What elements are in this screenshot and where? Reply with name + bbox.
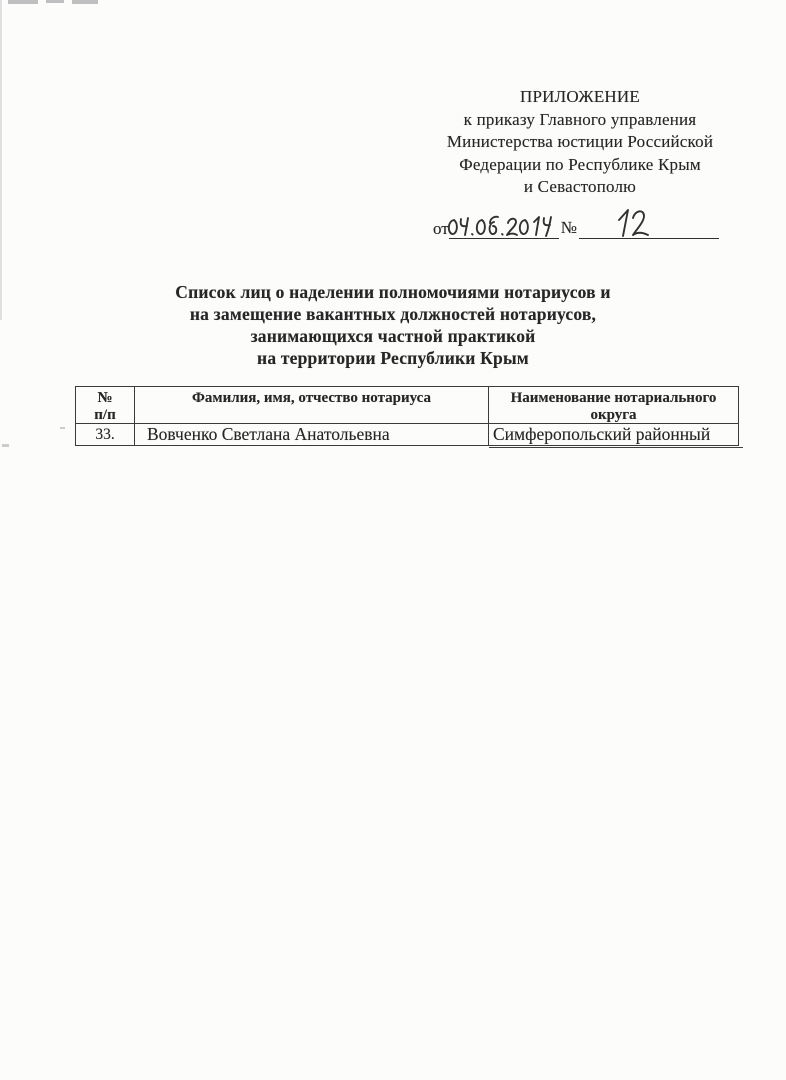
- title-line: на замещение вакантных должностей нотариусов,: [189, 304, 597, 324]
- header-line: Министерства юстиции Российской: [446, 132, 714, 151]
- scan-artifact: [72, 0, 98, 4]
- title-line: на территории Республики Крым: [257, 348, 529, 368]
- date-blank-underline: [449, 213, 559, 239]
- header-line: Федерации по Республике Крым: [459, 154, 701, 174]
- column-header-name-text: Фамилия, имя, отчество нотариуса: [192, 390, 431, 406]
- header-line: ПРИЛОЖЕНИЕ: [520, 87, 640, 106]
- title-line: занимающихся частной практикой: [250, 326, 536, 346]
- row-name-cell: Вовченко Светлана Анатольевна: [135, 424, 489, 446]
- scan-speck: [2, 444, 9, 447]
- scan-speck: [60, 427, 65, 429]
- document-title: [0, 281, 786, 369]
- scan-artifact: [46, 0, 64, 3]
- column-header-district: [489, 387, 739, 424]
- appendix-header: [420, 86, 740, 199]
- handwritten-date: [444, 210, 560, 242]
- scan-artifact: [8, 0, 38, 4]
- column-header-district-line2: округа: [590, 406, 637, 423]
- header-line: к приказу Главного управления: [463, 109, 697, 129]
- column-header-name: [135, 387, 489, 424]
- row-district-cell: Симферопольский районный: [489, 424, 739, 446]
- table-header-row: [76, 387, 739, 424]
- column-header-number-line1: №: [97, 390, 113, 406]
- row-number-cell: 33.: [76, 424, 135, 446]
- number-sign-label: №: [560, 218, 577, 237]
- header-line: и Севастополю: [523, 177, 637, 196]
- column-header-number-line2: п/п: [94, 406, 116, 423]
- handwritten-order-number: [609, 204, 659, 240]
- number-blank-underline: [579, 213, 719, 239]
- notaries-table: [75, 386, 739, 446]
- scan-double-border-artifact: [489, 447, 743, 448]
- column-header-number: [76, 387, 135, 424]
- scan-edge-line: [0, 0, 2, 320]
- order-number-line: [433, 212, 719, 239]
- table-row: [76, 424, 739, 446]
- column-header-district-line1: Наименование нотариального: [510, 390, 717, 406]
- title-line: Список лиц о наделении полномочиями нотариусов и: [175, 282, 611, 302]
- from-label: от: [433, 219, 449, 238]
